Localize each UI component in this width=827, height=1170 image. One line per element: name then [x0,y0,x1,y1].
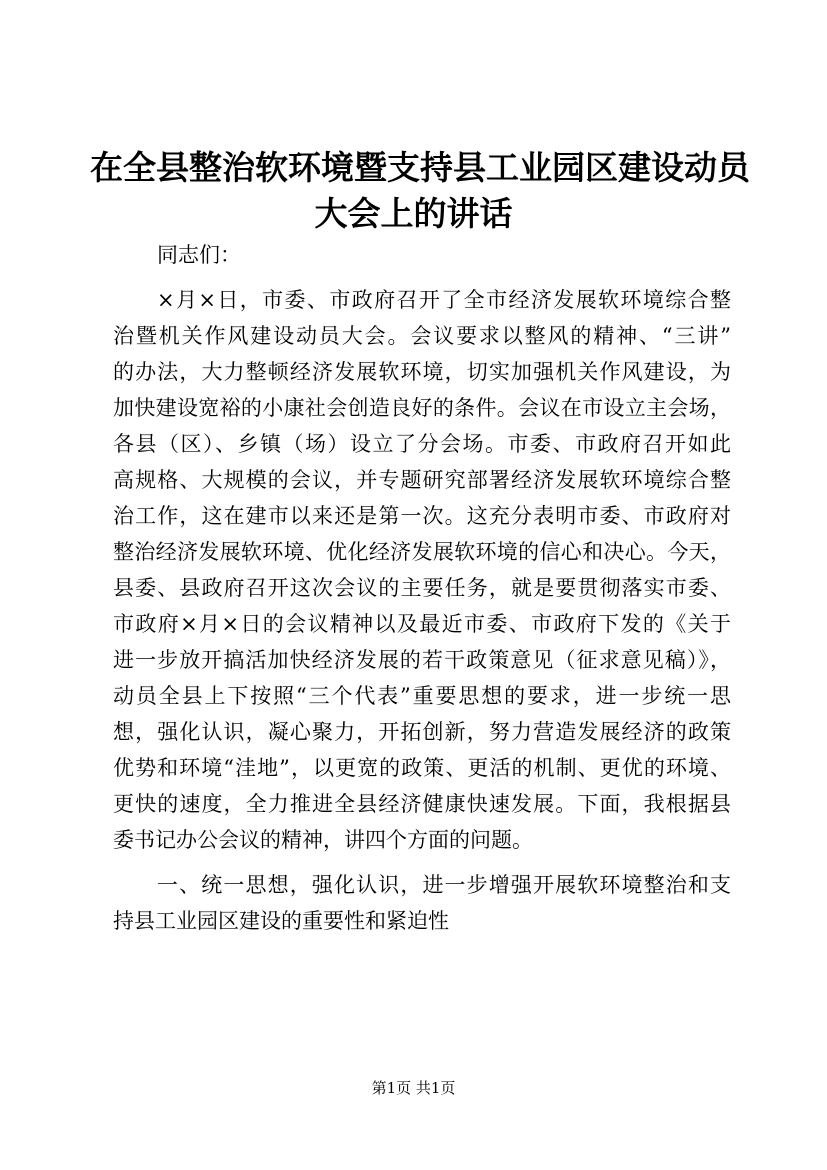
document-title-line-1: 在全县整治软环境暨支持县工业园区建设动员 [90,148,750,187]
paragraph-line: 动员全县上下按照“三个代表”重要思想的要求，进一步统一思 [113,684,731,708]
paragraph-line: 市政府×月×日的会议精神以及最近市委、市政府下发的《关于 [113,612,731,636]
paragraph-line: 高规格、大规模的会议，并专题研究部署经济发展软环境综合整 [113,468,731,492]
paragraph-line: 县委、县政府召开这次会议的主要任务，就是要贯彻落实市委、 [113,576,731,600]
paragraph-line: 整治经济发展软环境、优化经济发展软环境的信心和决心。今天， [113,540,731,564]
paragraph-line: 进一步放开搞活加快经济发展的若干政策意见（征求意见稿）》， [113,648,731,672]
document-title-line-2: 大会上的讲话 [314,194,513,233]
page-footer: 第1页 共1页 [371,1079,456,1097]
paragraph-line: 优势和环境“洼地”，以更宽的政策、更活的机制、更优的环境、 [113,756,731,780]
paragraph-line: 更快的速度，全力推进全县经济健康快速发展。下面，我根据县 [113,792,731,816]
paragraph-line: 委书记办公会议的精神，讲四个方面的问题。 [113,828,533,852]
paragraph-line: 治暨机关作风建设动员大会。会议要求以整风的精神、“三讲” [113,324,731,348]
salutation: 同志们： [157,243,241,267]
paragraph-line: 加快建设宽裕的小康社会创造良好的条件。会议在市设立主会场， [113,396,731,420]
paragraph-line: 各县（区）、乡镇（场）设立了分会场。市委、市政府召开如此 [113,432,731,456]
paragraph-line: ×月×日，市委、市政府召开了全市经济发展软环境综合整 [157,288,731,312]
paragraph-line: 治工作，这在建市以来还是第一次。这充分表明市委、市政府对 [113,504,731,528]
heading-line: 持县工业园区建设的重要性和紧迫性 [113,909,449,933]
paragraph-line: 的办法，大力整顿经济发展软环境，切实加强机关作风建设，为 [113,360,731,384]
paragraph-line: 想，强化认识，凝心聚力，开拓创新，努力营造发展经济的政策 [113,720,731,744]
heading-line: 一、统一思想，强化认识，进一步增强开展软环境整治和支 [157,873,731,897]
